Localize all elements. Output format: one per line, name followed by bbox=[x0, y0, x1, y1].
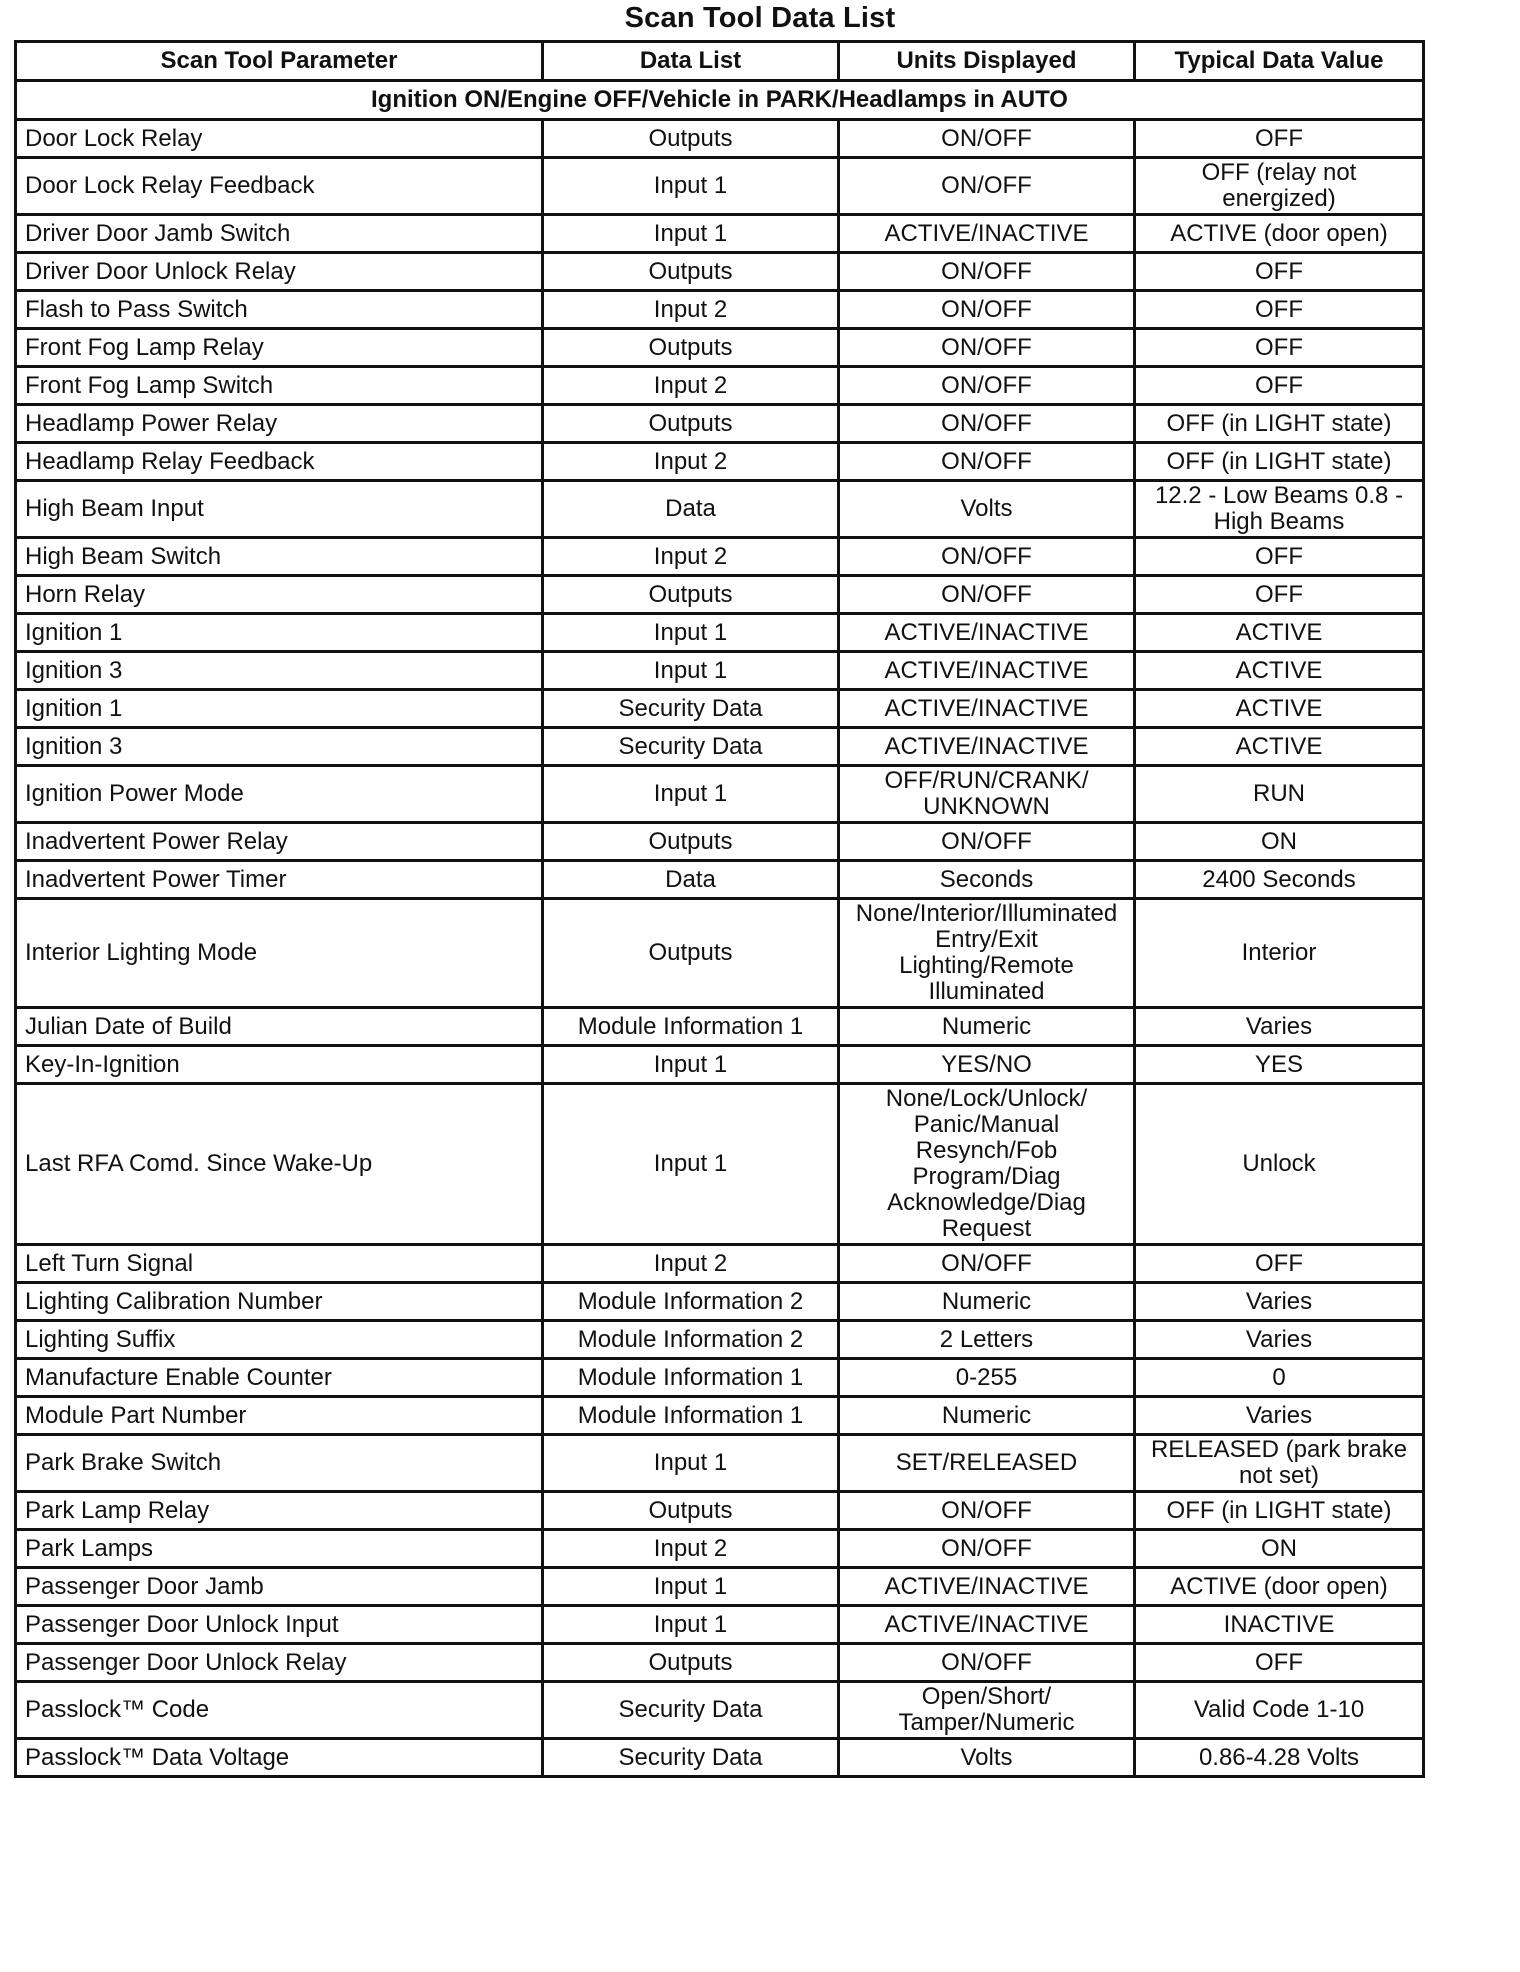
units-cell: Volts bbox=[839, 481, 1135, 538]
parameter-cell: Module Part Number bbox=[16, 1397, 543, 1435]
typical-value-cell: ACTIVE bbox=[1135, 690, 1424, 728]
table-row bbox=[16, 861, 1424, 899]
data-list-cell: Data bbox=[543, 481, 839, 538]
data-list-cell: Outputs bbox=[543, 405, 839, 443]
units-cell: ON/OFF bbox=[839, 1492, 1135, 1530]
typical-value-cell: ON bbox=[1135, 1530, 1424, 1568]
units-cell: ON/OFF bbox=[839, 576, 1135, 614]
table-row bbox=[16, 253, 1424, 291]
typical-value-cell: Varies bbox=[1135, 1008, 1424, 1046]
data-list-cell: Module Information 1 bbox=[543, 1397, 839, 1435]
units-cell: ON/OFF bbox=[839, 443, 1135, 481]
typical-value-cell: OFF bbox=[1135, 1245, 1424, 1283]
units-cell: ACTIVE/INACTIVE bbox=[839, 728, 1135, 766]
units-cell: ON/OFF bbox=[839, 329, 1135, 367]
units-cell: ON/OFF bbox=[839, 538, 1135, 576]
typical-value-cell: 0.86-4.28 Volts bbox=[1135, 1739, 1424, 1777]
units-cell: ON/OFF bbox=[839, 405, 1135, 443]
typical-value-cell: Interior bbox=[1135, 899, 1424, 1008]
typical-value-cell: YES bbox=[1135, 1046, 1424, 1084]
table-row bbox=[16, 614, 1424, 652]
table-row bbox=[16, 158, 1424, 215]
data-list-cell: Security Data bbox=[543, 690, 839, 728]
column-header-data-list: Data List bbox=[543, 42, 839, 81]
section-header-row bbox=[16, 81, 1424, 120]
typical-value-cell: RUN bbox=[1135, 766, 1424, 823]
parameter-cell: Left Turn Signal bbox=[16, 1245, 543, 1283]
parameter-cell: Passlock™ Data Voltage bbox=[16, 1739, 543, 1777]
table-row bbox=[16, 1682, 1424, 1739]
typical-value-cell: OFF bbox=[1135, 1644, 1424, 1682]
parameter-cell: Park Brake Switch bbox=[16, 1435, 543, 1492]
data-list-cell: Outputs bbox=[543, 576, 839, 614]
units-cell: Numeric bbox=[839, 1008, 1135, 1046]
data-list-cell: Input 1 bbox=[543, 158, 839, 215]
typical-value-cell: OFF bbox=[1135, 576, 1424, 614]
units-cell: ACTIVE/INACTIVE bbox=[839, 1568, 1135, 1606]
parameter-cell: Park Lamps bbox=[16, 1530, 543, 1568]
data-list-cell: Input 2 bbox=[543, 538, 839, 576]
table-row bbox=[16, 1283, 1424, 1321]
typical-value-cell: OFF (in LIGHT state) bbox=[1135, 1492, 1424, 1530]
typical-value-cell: Unlock bbox=[1135, 1084, 1424, 1245]
parameter-cell: Ignition 3 bbox=[16, 652, 543, 690]
units-cell: ACTIVE/INACTIVE bbox=[839, 614, 1135, 652]
typical-value-cell: OFF (in LIGHT state) bbox=[1135, 405, 1424, 443]
table-row bbox=[16, 443, 1424, 481]
table-row bbox=[16, 1644, 1424, 1682]
typical-value-cell: Varies bbox=[1135, 1321, 1424, 1359]
data-list-cell: Outputs bbox=[543, 899, 839, 1008]
column-header-typical-value: Typical Data Value bbox=[1135, 42, 1424, 81]
units-cell: ON/OFF bbox=[839, 1530, 1135, 1568]
table-row bbox=[16, 291, 1424, 329]
typical-value-cell: ON bbox=[1135, 823, 1424, 861]
data-list-cell: Module Information 2 bbox=[543, 1321, 839, 1359]
typical-value-cell: OFF bbox=[1135, 329, 1424, 367]
parameter-cell: Inadvertent Power Relay bbox=[16, 823, 543, 861]
table-row bbox=[16, 899, 1424, 1008]
data-list-cell: Input 1 bbox=[543, 1606, 839, 1644]
typical-value-cell: OFF (in LIGHT state) bbox=[1135, 443, 1424, 481]
data-list-cell: Input 1 bbox=[543, 215, 839, 253]
units-cell: ON/OFF bbox=[839, 291, 1135, 329]
parameter-cell: Passenger Door Unlock Relay bbox=[16, 1644, 543, 1682]
parameter-cell: Driver Door Jamb Switch bbox=[16, 215, 543, 253]
units-cell: Seconds bbox=[839, 861, 1135, 899]
table-row bbox=[16, 329, 1424, 367]
data-list-cell: Security Data bbox=[543, 1682, 839, 1739]
typical-value-cell: OFF bbox=[1135, 367, 1424, 405]
units-cell: ACTIVE/INACTIVE bbox=[839, 1606, 1135, 1644]
parameter-cell: Ignition 3 bbox=[16, 728, 543, 766]
parameter-cell: Horn Relay bbox=[16, 576, 543, 614]
data-list-cell: Security Data bbox=[543, 728, 839, 766]
parameter-cell: Headlamp Relay Feedback bbox=[16, 443, 543, 481]
units-cell: 0-255 bbox=[839, 1359, 1135, 1397]
typical-value-cell: Varies bbox=[1135, 1283, 1424, 1321]
typical-value-cell: RELEASED (park brake not set) bbox=[1135, 1435, 1424, 1492]
parameter-cell: Ignition 1 bbox=[16, 690, 543, 728]
table-row bbox=[16, 1435, 1424, 1492]
units-cell: 2 Letters bbox=[839, 1321, 1135, 1359]
table-row bbox=[16, 1739, 1424, 1777]
table-row bbox=[16, 538, 1424, 576]
data-list-cell: Input 2 bbox=[543, 367, 839, 405]
typical-value-cell: Varies bbox=[1135, 1397, 1424, 1435]
parameter-cell: Door Lock Relay Feedback bbox=[16, 158, 543, 215]
parameter-cell: Park Lamp Relay bbox=[16, 1492, 543, 1530]
data-list-cell: Input 2 bbox=[543, 291, 839, 329]
data-list-cell: Outputs bbox=[543, 253, 839, 291]
parameter-cell: Passlock™ Code bbox=[16, 1682, 543, 1739]
units-cell: ON/OFF bbox=[839, 120, 1135, 158]
data-list-cell: Data bbox=[543, 861, 839, 899]
parameter-cell: Last RFA Comd. Since Wake-Up bbox=[16, 1084, 543, 1245]
units-cell: ACTIVE/INACTIVE bbox=[839, 652, 1135, 690]
page-title: Scan Tool Data List bbox=[624, 2, 896, 34]
data-list-cell: Outputs bbox=[543, 1492, 839, 1530]
parameter-cell: Front Fog Lamp Switch bbox=[16, 367, 543, 405]
parameter-cell: High Beam Input bbox=[16, 481, 543, 538]
table-row bbox=[16, 215, 1424, 253]
data-list-cell: Input 2 bbox=[543, 443, 839, 481]
table-row bbox=[16, 1492, 1424, 1530]
parameter-cell: Flash to Pass Switch bbox=[16, 291, 543, 329]
units-cell: ON/OFF bbox=[839, 823, 1135, 861]
units-cell: None/Interior/Illuminated Entry/Exit Lighting/Remote Illuminated bbox=[839, 899, 1135, 1008]
typical-value-cell: 12.2 - Low Beams 0.8 - High Beams bbox=[1135, 481, 1424, 538]
parameter-cell: Lighting Calibration Number bbox=[16, 1283, 543, 1321]
parameter-cell: Headlamp Power Relay bbox=[16, 405, 543, 443]
typical-value-cell: INACTIVE bbox=[1135, 1606, 1424, 1644]
units-cell: Numeric bbox=[839, 1283, 1135, 1321]
column-header-units: Units Displayed bbox=[839, 42, 1135, 81]
data-list-cell: Outputs bbox=[543, 329, 839, 367]
data-list-cell: Outputs bbox=[543, 1644, 839, 1682]
data-list-cell: Input 2 bbox=[543, 1530, 839, 1568]
units-cell: OFF/RUN/CRANK/ UNKNOWN bbox=[839, 766, 1135, 823]
data-list-cell: Input 1 bbox=[543, 766, 839, 823]
data-list-cell: Input 2 bbox=[543, 1245, 839, 1283]
parameter-cell: Ignition Power Mode bbox=[16, 766, 543, 823]
typical-value-cell: ACTIVE (door open) bbox=[1135, 1568, 1424, 1606]
data-list-cell: Module Information 1 bbox=[543, 1359, 839, 1397]
parameter-cell: Door Lock Relay bbox=[16, 120, 543, 158]
typical-value-cell: ACTIVE bbox=[1135, 614, 1424, 652]
typical-value-cell: ACTIVE bbox=[1135, 728, 1424, 766]
header-row bbox=[16, 42, 1424, 81]
table-row bbox=[16, 823, 1424, 861]
data-list-cell: Security Data bbox=[543, 1739, 839, 1777]
table-row bbox=[16, 1008, 1424, 1046]
table-row bbox=[16, 1530, 1424, 1568]
parameter-cell: Julian Date of Build bbox=[16, 1008, 543, 1046]
table-row bbox=[16, 120, 1424, 158]
typical-value-cell: OFF bbox=[1135, 120, 1424, 158]
table-row bbox=[16, 1321, 1424, 1359]
table-row bbox=[16, 481, 1424, 538]
parameter-cell: Passenger Door Jamb bbox=[16, 1568, 543, 1606]
typical-value-cell: 0 bbox=[1135, 1359, 1424, 1397]
parameter-cell: Ignition 1 bbox=[16, 614, 543, 652]
units-cell: Open/Short/ Tamper/Numeric bbox=[839, 1682, 1135, 1739]
data-list-cell: Input 1 bbox=[543, 1084, 839, 1245]
units-cell: ON/OFF bbox=[839, 1644, 1135, 1682]
typical-value-cell: ACTIVE (door open) bbox=[1135, 215, 1424, 253]
units-cell: YES/NO bbox=[839, 1046, 1135, 1084]
table-row bbox=[16, 728, 1424, 766]
units-cell: None/Lock/Unlock/ Panic/Manual Resynch/Fob Program/Diag Acknowledge/Diag Request bbox=[839, 1084, 1135, 1245]
data-list-cell: Input 1 bbox=[543, 1568, 839, 1606]
typical-value-cell: 2400 Seconds bbox=[1135, 861, 1424, 899]
data-list-cell: Outputs bbox=[543, 120, 839, 158]
data-list-cell: Input 1 bbox=[543, 652, 839, 690]
parameter-cell: Inadvertent Power Timer bbox=[16, 861, 543, 899]
parameter-cell: High Beam Switch bbox=[16, 538, 543, 576]
parameter-cell: Driver Door Unlock Relay bbox=[16, 253, 543, 291]
table-row bbox=[16, 1359, 1424, 1397]
table-row bbox=[16, 367, 1424, 405]
units-cell: ON/OFF bbox=[839, 158, 1135, 215]
units-cell: ACTIVE/INACTIVE bbox=[839, 690, 1135, 728]
typical-value-cell: OFF (relay not energized) bbox=[1135, 158, 1424, 215]
table-row bbox=[16, 1568, 1424, 1606]
typical-value-cell: Valid Code 1-10 bbox=[1135, 1682, 1424, 1739]
units-cell: SET/RELEASED bbox=[839, 1435, 1135, 1492]
column-header-parameter: Scan Tool Parameter bbox=[16, 42, 543, 81]
typical-value-cell: ACTIVE bbox=[1135, 652, 1424, 690]
units-cell: Volts bbox=[839, 1739, 1135, 1777]
table-row bbox=[16, 652, 1424, 690]
parameter-cell: Key-In-Ignition bbox=[16, 1046, 543, 1084]
parameter-cell: Manufacture Enable Counter bbox=[16, 1359, 543, 1397]
typical-value-cell: OFF bbox=[1135, 538, 1424, 576]
data-list-cell: Module Information 2 bbox=[543, 1283, 839, 1321]
typical-value-cell: OFF bbox=[1135, 291, 1424, 329]
units-cell: ON/OFF bbox=[839, 253, 1135, 291]
data-list-cell: Module Information 1 bbox=[543, 1008, 839, 1046]
data-list-cell: Outputs bbox=[543, 823, 839, 861]
data-list-cell: Input 1 bbox=[543, 614, 839, 652]
units-cell: Numeric bbox=[839, 1397, 1135, 1435]
table-row bbox=[16, 1606, 1424, 1644]
parameter-cell: Lighting Suffix bbox=[16, 1321, 543, 1359]
table-row bbox=[16, 766, 1424, 823]
scan-tool-data-table bbox=[14, 40, 1425, 1778]
units-cell: ACTIVE/INACTIVE bbox=[839, 215, 1135, 253]
table-row bbox=[16, 1046, 1424, 1084]
parameter-cell: Front Fog Lamp Relay bbox=[16, 329, 543, 367]
table-row bbox=[16, 576, 1424, 614]
parameter-cell: Interior Lighting Mode bbox=[16, 899, 543, 1008]
table-row bbox=[16, 1245, 1424, 1283]
data-list-cell: Input 1 bbox=[543, 1435, 839, 1492]
data-list-cell: Input 1 bbox=[543, 1046, 839, 1084]
units-cell: ON/OFF bbox=[839, 1245, 1135, 1283]
table-row bbox=[16, 405, 1424, 443]
typical-value-cell: OFF bbox=[1135, 253, 1424, 291]
units-cell: ON/OFF bbox=[839, 367, 1135, 405]
section-header: Ignition ON/Engine OFF/Vehicle in PARK/Headlamps in AUTO bbox=[16, 81, 1424, 120]
table-row bbox=[16, 690, 1424, 728]
parameter-cell: Passenger Door Unlock Input bbox=[16, 1606, 543, 1644]
table-row bbox=[16, 1397, 1424, 1435]
table-row bbox=[16, 1084, 1424, 1245]
